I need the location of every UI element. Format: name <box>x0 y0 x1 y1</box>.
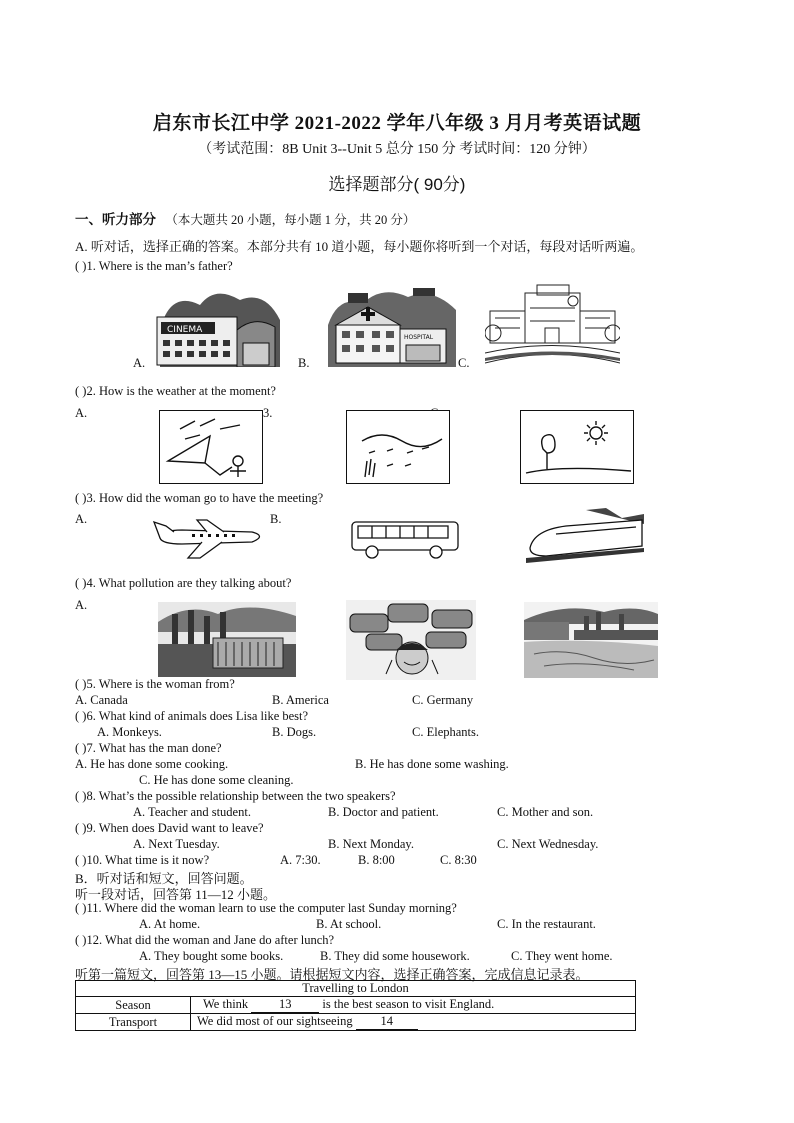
windy-weather-image <box>159 410 263 484</box>
q4-option-a: A. <box>75 598 88 612</box>
part1-heading <box>75 208 415 228</box>
q9-option-a: A. Next Tuesday. <box>133 837 220 851</box>
table-row <box>76 1014 636 1031</box>
table-title: Travelling to London <box>76 981 636 997</box>
part-b-note-2: 听第一篇短文，回答第 13—15 小题。请根据短文内容，选择正确答案，完成信息记录表。 <box>75 967 589 982</box>
q10-stem: ( )10. What time is it now? <box>75 853 210 867</box>
q8-stem: ( )8. What’s the possible relationship between the two speakers? <box>75 789 396 803</box>
row-content-season <box>191 997 636 1014</box>
q4-stem: ( )4. What pollution are they talking about? <box>75 576 292 590</box>
q8-option-a: A. Teacher and student. <box>133 805 251 819</box>
q2-option-b: 3. <box>263 406 273 420</box>
q10-option-a: A. 7:30. <box>280 853 321 867</box>
q5-option-c: C. Germany <box>412 693 474 707</box>
q2-option-a: A. <box>75 406 88 420</box>
rainy-weather-image <box>346 410 450 484</box>
blank-13: 13 <box>251 997 319 1013</box>
factory-smoke-image <box>158 602 296 677</box>
exam-title: 启东市长江中学 2021-2022 学年八年级 3 月月考英语试题 <box>152 113 642 134</box>
q1-option-a: A. <box>133 356 146 370</box>
blank-14: 14 <box>356 1014 418 1030</box>
cinema-sign: CINEMA <box>167 325 203 335</box>
row-content-transport <box>191 1014 636 1031</box>
row-label-season: Season <box>76 997 191 1014</box>
q5-option-a: A. Canada <box>75 693 128 707</box>
part-b-note-1: 听一段对话，回答第 11—12 小题。 <box>75 887 277 902</box>
q3-option-b: B. <box>270 512 282 526</box>
q11-stem: ( )11. Where did the woman learn to use the computer last Sunday morning? <box>75 901 457 915</box>
section-title: 选择题部分( 90分) <box>328 175 466 194</box>
q11-option-a: A. At home. <box>139 917 201 931</box>
instruction-a: A. 听对话，选择正确的答案。本部分共有 10 道小题，每小题你将听到一个对话，每段对话听两遍。 <box>75 239 644 254</box>
part1-heading-label: 一、听力部分 <box>75 212 156 227</box>
q7-stem: ( )7. What has the man done? <box>75 741 222 755</box>
row-label-transport: Transport <box>76 1014 191 1031</box>
hospital-image <box>328 285 458 367</box>
q9-option-b: B. Next Monday. <box>328 837 414 851</box>
q7-option-a: A. He has done some cooking. <box>75 757 229 771</box>
q9-option-c: C. Next Wednesday. <box>497 837 599 851</box>
q10-option-b: B. 8:00 <box>358 853 395 867</box>
info-record-table <box>75 980 636 1031</box>
q1-stem: ( )1. Where is the man’s father? <box>75 259 233 273</box>
q8-option-b: B. Doctor and patient. <box>328 805 439 819</box>
q5-stem: ( )5. Where is the woman from? <box>75 677 235 691</box>
q6-stem: ( )6. What kind of animals does Lisa like best? <box>75 709 309 723</box>
q12-option-b: B. They did some housework. <box>320 949 470 963</box>
q6-option-b: B. Dogs. <box>272 725 317 739</box>
q12-option-a: A. They bought some books. <box>139 949 284 963</box>
q6-option-a: A. Monkeys. <box>97 725 162 739</box>
q3-option-a: A. <box>75 512 88 526</box>
q12-option-c: C. They went home. <box>511 949 613 963</box>
table-row <box>76 997 636 1014</box>
q7-option-b: B. He has done some washing. <box>355 757 509 771</box>
q3-stem: ( )3. How did the woman go to have the meeting? <box>75 491 324 505</box>
season-text-post: is the best season to visit England. <box>322 997 495 1011</box>
q1-option-c: C. <box>458 356 470 370</box>
table-title-row <box>76 981 636 997</box>
cinema-image <box>155 285 285 367</box>
transport-text-pre: We did most of our sightseeing <box>197 1014 356 1028</box>
q11-option-b: B. At school. <box>316 917 382 931</box>
airplane-image <box>152 516 270 560</box>
q5-option-b: B. America <box>272 693 329 707</box>
traffic-noise-image <box>346 600 476 680</box>
hospital-sign: HOSPITAL <box>404 334 434 341</box>
q12-stem: ( )12. What did the woman and Jane do after lunch? <box>75 933 335 947</box>
season-text-pre: We think <box>203 997 252 1011</box>
train-image <box>526 508 644 564</box>
part1-heading-note: （本大题共 20 小题，每小题 1 分，共 20 分） <box>165 213 416 227</box>
q2-stem: ( )2. How is the weather at the moment? <box>75 384 276 398</box>
exam-subtitle: （考试范围：8B Unit 3--Unit 5 总分 150 分 考试时间：120 分钟） <box>198 142 596 157</box>
water-pollution-image <box>524 602 658 678</box>
school-image <box>485 283 620 371</box>
q11-option-c: C. In the restaurant. <box>497 917 596 931</box>
q1-option-b: B. <box>298 356 310 370</box>
q9-stem: ( )9. When does David want to leave? <box>75 821 264 835</box>
bus-image <box>350 518 462 560</box>
sunny-weather-image <box>520 410 634 484</box>
q7-option-c: C. He has done some cleaning. <box>139 773 294 787</box>
part-b-heading: B．听对话和短文，回答问题。 <box>75 871 253 886</box>
q6-option-c: C. Elephants. <box>412 725 480 739</box>
q8-option-c: C. Mother and son. <box>497 805 594 819</box>
q2-option-c: C. <box>430 406 442 420</box>
q10-option-c: C. 8:30 <box>440 853 477 867</box>
